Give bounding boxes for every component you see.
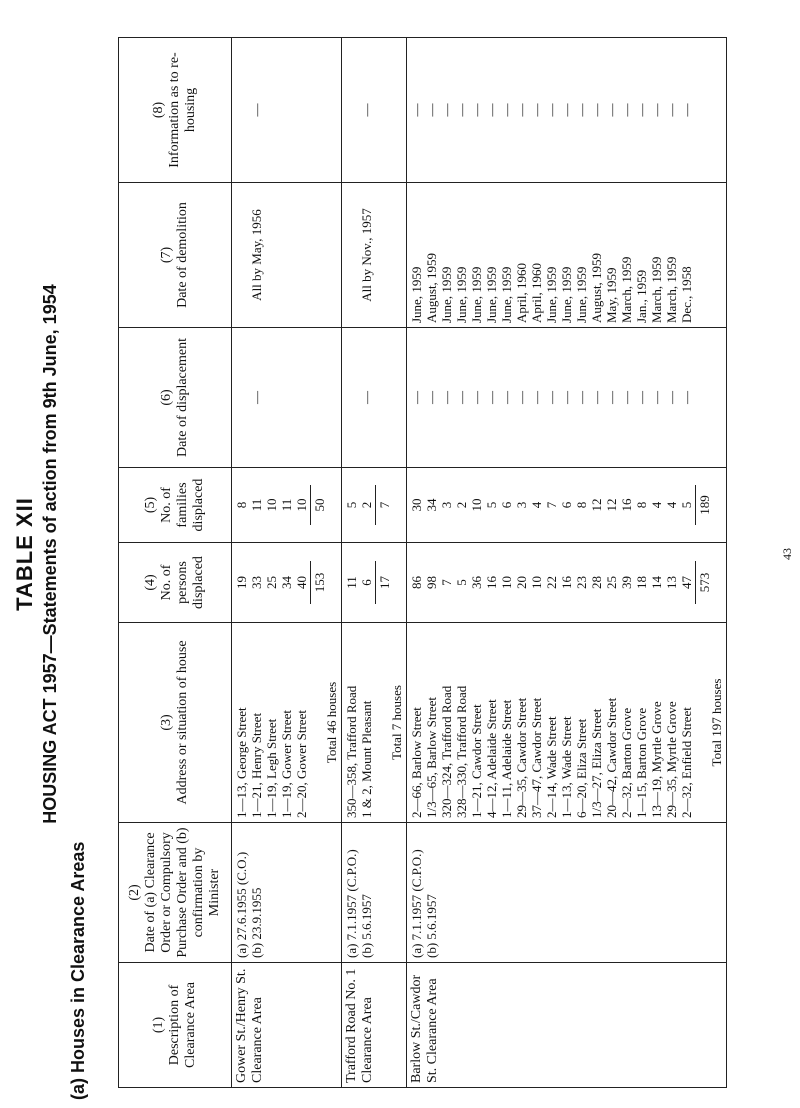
- section-title: (a) Houses in Clearance Areas: [68, 841, 88, 1100]
- address: 1—13, George Street: [234, 707, 249, 818]
- area-displacement: — — — — — — — — — — — — — — — — — — —: [407, 328, 727, 468]
- area-dates: (a) 7.1.1957 (C.P.O.) (b) 5.6.1957: [342, 823, 407, 963]
- address: 1—11, Adelaide Street: [499, 699, 514, 818]
- address: 4—12, Adelaide Street: [484, 699, 499, 818]
- area-trafford-road: [342, 38, 407, 1088]
- area-total-label: Total 197 houses: [709, 678, 724, 767]
- area-barlow-cawdor: [407, 38, 727, 1088]
- area-persons: 11 6 17: [342, 543, 407, 623]
- address: 1/3—27, Eliza Street: [589, 708, 604, 818]
- address: 1 & 2, Mount Pleasant: [359, 700, 374, 818]
- address: 1—21, Henry Street: [249, 712, 264, 818]
- address: 29—35, Myrtle Grove: [664, 701, 679, 818]
- address: 2—32, Barton Grove: [619, 707, 634, 818]
- total-families: 50: [312, 498, 327, 512]
- area-rehousing: — — — — — — — — — — — — — — — — — — —: [407, 38, 727, 183]
- area-families: 5 2 7: [342, 468, 407, 543]
- area-description: Trafford Road No. 1 Clearance Area: [342, 963, 407, 1088]
- area-families: 8 11 10 11 10 50: [232, 468, 342, 543]
- total-families: 189: [697, 495, 712, 515]
- area-addresses: [232, 623, 342, 823]
- area-gower-henry: [232, 38, 342, 1088]
- address: 6—20, Eliza Street: [574, 718, 589, 818]
- area-dates: (a) 27.6.1955 (C.O.) (b) 23.9.1955: [232, 823, 342, 963]
- area-addresses: [407, 623, 727, 823]
- address: 13—19, Myrtle Grove: [649, 701, 664, 818]
- col-header-2: (2) Date of (a) Clearance Order or Compulsory Purchase Order and (b) confirmation by Minister: [119, 823, 232, 963]
- address: 29—35, Cawdor Street: [514, 697, 529, 818]
- address: 2—20, Gower Street: [294, 710, 309, 818]
- total-persons: 153: [312, 572, 327, 593]
- address: 2—66, Barlow Street: [409, 707, 424, 818]
- address: 1—15, Barton Grove: [634, 707, 649, 818]
- area-total-label: Total 46 houses: [324, 681, 339, 764]
- area-persons: 86 98 7 5 36 16 10 20 10 22 16 23 28 25 39 18 14 13 47 573: [407, 543, 727, 623]
- address: 320—324, Trafford Road: [439, 685, 454, 818]
- col-header-5: (5) No. of families displaced: [119, 468, 232, 543]
- act-title: HOUSING ACT 1957—Statements of action from 9th June, 1954: [40, 284, 60, 824]
- total-persons: 573: [697, 572, 712, 593]
- area-demolition: All by May, 1956: [232, 183, 342, 328]
- page-number: 43: [780, 548, 794, 560]
- area-rehousing: —: [342, 38, 407, 183]
- header-row: [119, 38, 232, 1088]
- address: 2—32, Enfield Street: [679, 707, 694, 818]
- address: 328—330, Trafford Road: [454, 685, 469, 818]
- col-header-1: (1) Description of Clearance Area: [119, 963, 232, 1088]
- area-description: Barlow St./Cawdor St. Clearance Area: [407, 963, 727, 1088]
- address: 1/3—65, Barlow Street: [424, 697, 439, 818]
- address: 1—13, Wade Street: [559, 716, 574, 818]
- area-dates: (a) 7.1.1957 (C.P.O.) (b) 5.6.1957: [407, 823, 727, 963]
- area-displacement: —: [342, 328, 407, 468]
- address: 350—358, Trafford Road: [344, 685, 359, 818]
- col-header-4: (4) No. of persons displaced: [119, 543, 232, 623]
- area-rehousing: —: [232, 38, 342, 183]
- col-header-8: (8) Information as to re-housing: [119, 38, 232, 183]
- address: 1—21, Cawdor Street: [469, 704, 484, 818]
- clearance-table: [118, 37, 727, 1088]
- area-description: Gower St./Henry St. Clearance Area: [232, 963, 342, 1088]
- area-displacement: —: [232, 328, 342, 468]
- area-total-label: Total 7 houses: [389, 685, 404, 760]
- total-families: 7: [377, 501, 392, 509]
- address: 20—42, Cawdor Street: [604, 697, 619, 818]
- col-header-6: (6) Date of displacement: [119, 328, 232, 468]
- table-label: TABLE XII: [12, 497, 37, 611]
- total-persons: 17: [377, 576, 392, 589]
- col-header-7: (7) Date of demolition: [119, 183, 232, 328]
- area-families: 30 34 3 2 10 5 6 3 4 7 6 8 12 12 16 8 4 4 5 189: [407, 468, 727, 543]
- address: 37—47, Cawdor Street: [529, 697, 544, 818]
- col-header-3: (3) Address or situation of house: [119, 623, 232, 823]
- address: 2—14, Wade Street: [544, 716, 559, 818]
- area-demolition: June, 1959 August, 1959 June, 1959 June, 1959 June, 1959 June, 1959 June, 1959 April, 1960 April, 1960 June, 1959 June, 1959 June, 1959 August, 1959 May, 1959 March, 1959 Jan., 1959 March, 1959 March, 1959 Dec., 1958: [407, 183, 727, 328]
- area-persons: 19 33 25 34 40 153: [232, 543, 342, 623]
- address: 1—19, Legh Street: [264, 718, 279, 818]
- address: 1—19, Gower Street: [279, 710, 294, 818]
- area-demolition: All by Nov., 1957: [342, 183, 407, 328]
- area-addresses: [342, 623, 407, 823]
